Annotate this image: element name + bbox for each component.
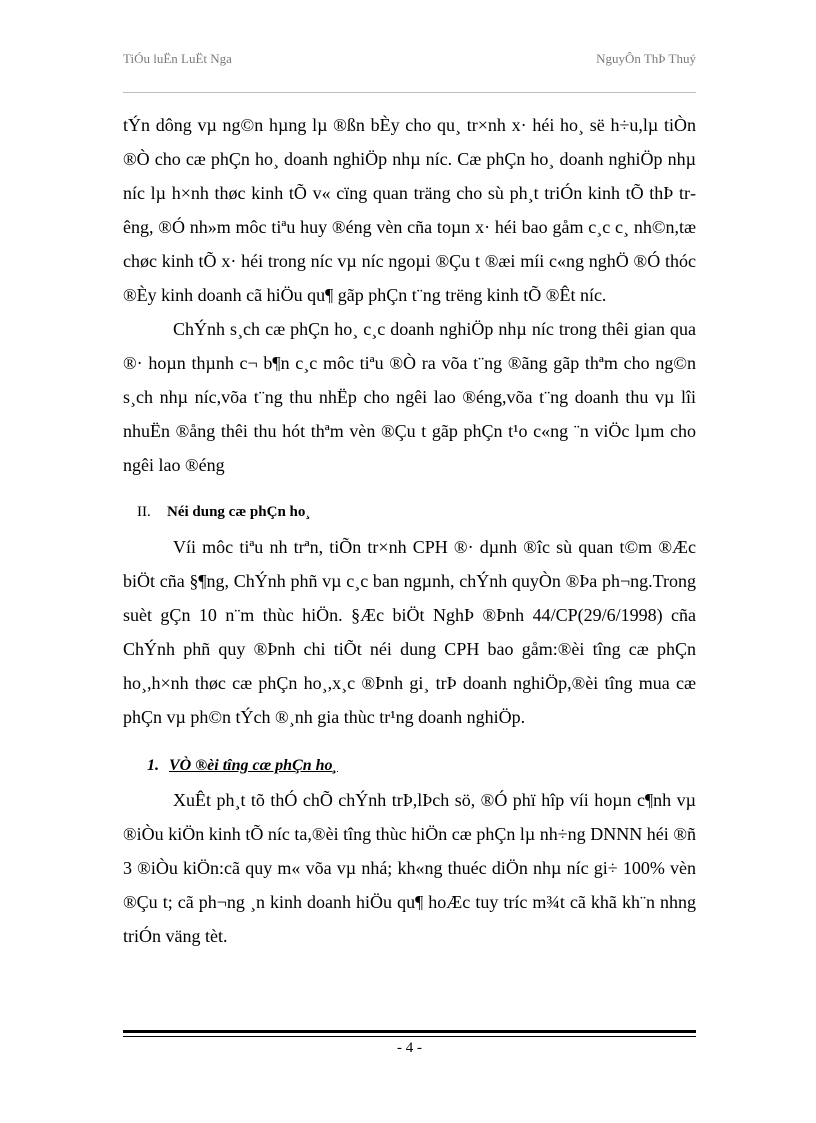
header-author: NguyÔn ThÞ Thuý bbox=[596, 51, 696, 66]
paragraph-3: Víi môc tiªu nh trªn, tiÕn tr×nh CPH ®· dµnh ®îc sù quan t©m ®Æc biÖt cña §¶ng, ChÝnh phñ vµ c¸c ban ngµnh, chÝnh quyÒn ®Þa ph¬ng.Trong suèt gÇn 10 n¨m thùc hiÖn. §Æc biÖt NghÞ ®Þnh 44/CP(29/6/1998) cña ChÝnh phñ quy ®Þnh chi tiÕt néi dung CPH bao gåm:®èi tîng cæ phÇn ho¸,h×nh thøc cæ phÇn ho¸,x¸c ®Þnh gi¸ trÞ doanh nghiÖp,®èi tîng mua cæ phÇn vµ ph©n tÝch ®¸nh gia thùc tr¹ng doanh nghiÖp. bbox=[123, 537, 696, 727]
header-left-title: TiÓu luËn LuËt Nga bbox=[123, 51, 232, 66]
subsection-number: 1. bbox=[147, 757, 159, 774]
section-number: II. bbox=[137, 504, 151, 520]
document-body bbox=[123, 108, 696, 953]
subsection-title: VÒ ®èi tîng cæ phÇn ho¸ bbox=[169, 757, 338, 774]
footer-divider-thick bbox=[123, 1030, 696, 1033]
paragraph-1: tÝn dông vµ ng©n hµng lµ ®ßn bÈy cho qu¸ tr×nh x· héi ho¸ së h÷u,lµ tiÒn ®Ò cho cæ phÇn ho¸ doanh nghiÖp nhµ níc. Cæ phÇn ho¸ doanh nghiÖp nhµ níc lµ h×nh thøc kinh tÕ v« cïng quan träng cho sù ph¸t triÓn kinh tÕ thÞ trêng, ®Ó nh»m môc tiªu huy ®éng vèn cña toµn x· héi bao gåm c¸c c¸ nh©n,tæ chøc kinh tÕ x· héi trong níc vµ níc ngoµi ®Çu t ®æi míi c«ng nghÖ ®Ó thóc ®Èy kinh doanh cã hiÖu qu¶ gãp phÇn t¨ng trëng kinh tÕ ®Êt níc. bbox=[123, 115, 696, 305]
section-heading bbox=[123, 482, 696, 530]
header-divider bbox=[123, 92, 696, 93]
page-header bbox=[123, 50, 696, 90]
section-title: Néi dung cæ phÇn ho¸ bbox=[167, 504, 311, 520]
subsection-heading bbox=[123, 734, 696, 783]
paragraph-4: XuÊt ph¸t tõ thÓ chÕ chÝnh trÞ,lÞch sö, ®Ó phï hîp víi hoµn c¶nh vµ ®iÒu kiÖn kinh tÕ níc ta,®èi tîng thùc hiÖn cæ phÇn lµ nh÷ng DNNN héi ®ñ 3 ®iÒu kiÖn:cã quy m« võa vµ nhá; kh«ng thuéc diÖn nhµ níc gi÷ 100% vèn ®Çu t; cã ph¬ng ¸n kinh doanh hiÖu qu¶ hoÆc tuy tríc m¾t cã khã kh¨n nhng triÓn väng tèt. bbox=[123, 790, 696, 946]
paragraph-2: ChÝnh s¸ch cæ phÇn ho¸ c¸c doanh nghiÖp nhµ níc trong thêi gian qua ®· hoµn thµnh c¬ b¶n c¸c môc tiªu ®Ò ra võa t¨ng ®ãng gãp thªm cho ng©n s¸ch nhµ níc,võa t¨ng thu nhËp cho ngêi lao ®éng,võa t¨ng doanh thu vµ lîi nhuËn ®ång thêi thu hót thªm vèn ®Çu t gãp phÇn t¹o c«ng ¨n viÖc lµm cho ngêi lao ®éng bbox=[123, 319, 696, 475]
footer-divider-thin bbox=[123, 1036, 696, 1037]
page-number: - 4 - bbox=[397, 1040, 422, 1056]
